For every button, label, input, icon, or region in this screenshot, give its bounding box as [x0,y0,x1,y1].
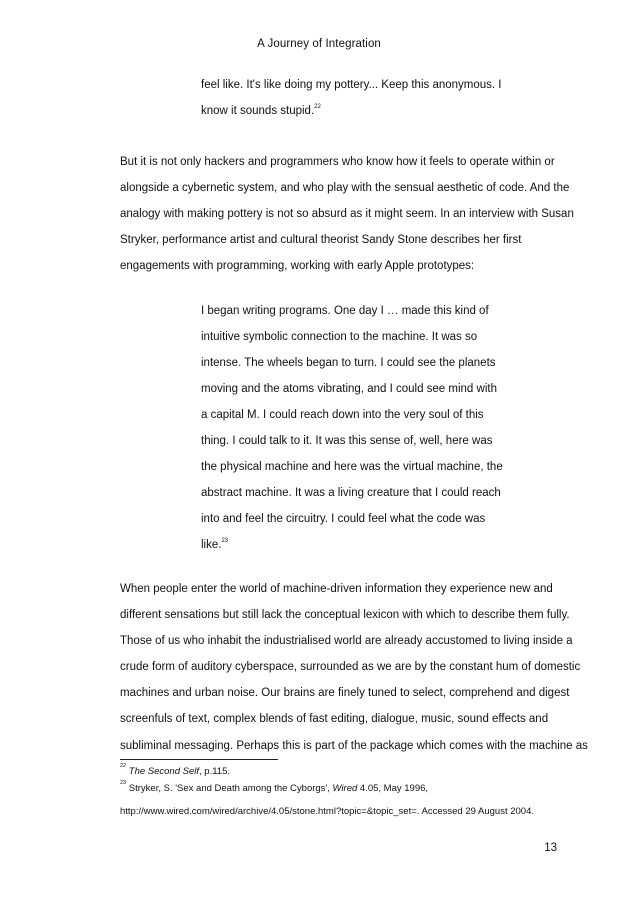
footnote-text-after: 4.05, May 1996, [357,783,429,794]
quote-line: intuitive symbolic connection to the machine. It was so [201,331,478,343]
paragraph-line: When people enter the world of machine-driven information they experience new and [120,583,553,595]
quote-line: feel like. It's like doing my pottery... Keep this anonymous. I [201,79,502,91]
paragraph-line: alongside a cybernetic system, and who play with the sensual aesthetic of code. And the [120,182,570,195]
paragraph-line: crude form of auditory cyberspace, surrounded as we are by the constant hum of domestic [120,661,581,674]
quote-line: a capital M. I could reach down into the very soul of this [201,409,484,421]
block-quote-pottery [201,72,501,124]
footnote-separator [120,759,278,760]
paragraph-machine-information [120,576,588,759]
paragraph-line: Stryker, performance artist and cultural theorist Sandy Stone describes her first [120,234,522,247]
footnote-number: 22 [120,763,127,769]
quote-line: the physical machine and here was the virtual machine, the [201,461,503,473]
quote-line: abstract machine. It was a living creature that I could reach [201,487,501,499]
paragraph-line: But it is not only hackers and programmers who know how it feels to operate within or [120,156,555,168]
footnote-text-after: , p.115. [199,766,231,777]
block-quote-stone [201,298,501,558]
paragraph-line: engagements with programming, working with early Apple prototypes: [120,260,475,273]
quote-line: moving and the atoms vibrating, and I could see mind with [201,383,497,395]
footnote-ref-23: 23 [221,538,229,544]
quote-line-text: like. [201,539,222,551]
footnote-text-before: Stryker, S. 'Sex and Death among the Cyborgs', [128,783,333,794]
footnote-url: http://www.wired.com/wired/archive/4.05/stone.html?topic=&topic_set=. Accessed 29 August 2004. [120,806,535,817]
paragraph-line: different sensations but still lack the conceptual lexicon with which to describe them fully. [120,609,570,622]
paragraph-line: analogy with making pottery is not so absurd as it might seem. In an interview with Susan [120,208,574,221]
running-header: A Journey of Integration [257,38,381,50]
quote-line: intense. The wheels began to turn. I could see the planets [201,357,496,369]
paragraph-hackers [120,149,574,279]
paragraph-line: screenfuls of text, complex blends of fast editing, dialogue, music, sound effects and [120,713,549,726]
quote-line: into and feel the circuitry. I could feel what the code was [201,513,486,525]
quote-line: I began writing programs. One day I … made this kind of [201,305,489,317]
paragraph-line: subliminal messaging. Perhaps this is part of the package which comes with the machine as [120,739,588,752]
footnote-number: 23 [120,780,127,786]
quote-line-last [201,98,501,124]
paragraph-line: machines and urban noise. Our brains are finely tuned to select, comprehend and digest [120,687,570,700]
quote-line-text: know it sounds stupid. [201,105,315,117]
paragraph-line: Those of us who inhabit the industrialised world are already accustomed to living inside a [120,635,573,648]
quote-line: thing. I could talk to it. It was this sense of, well, here was [201,435,493,447]
footnote-23 [120,780,429,794]
footnote-ref-22: 22 [314,104,321,110]
footnote-title: Wired [332,783,358,794]
footnote-title: The Second Self [128,766,200,777]
page-number: 13 [544,842,557,854]
footnote-22 [120,763,231,777]
quote-line-last [201,532,501,558]
